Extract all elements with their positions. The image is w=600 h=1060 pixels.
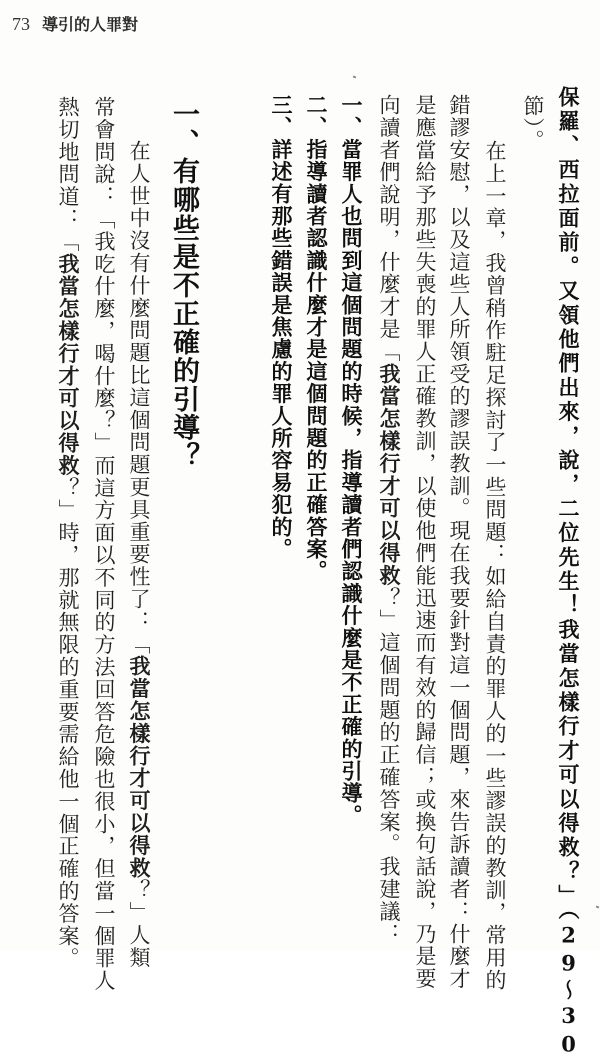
para1-line-4-before: 向讀者們說明，什麼才是「	[377, 94, 401, 363]
point-two: 二、指導讀者認識什麼才是這個問題的正確答案。	[304, 94, 329, 583]
para1-line-4	[378, 94, 400, 945]
para2-line-3-before: 熱切地問道：「	[56, 96, 80, 253]
para2-line-3-after: ？」時，那就無限的重要需給他一個正確的答案。	[56, 476, 80, 970]
para1-line-1: 在上一章，我曾稍作駐足探討了一些問題：如給自責的罪人的一些謬誤的教訓，常用的	[483, 140, 507, 992]
para2-line-3-quote: 我當怎樣行才可以得救	[56, 252, 81, 477]
page-number: 73	[12, 14, 30, 34]
para2-line-1-before: 在人世中沒有什麼問題比這個問題更具重要性了：「	[127, 140, 151, 656]
para2-line-1-after: ？」人類	[127, 879, 151, 969]
scan-speck	[353, 75, 357, 78]
para2-line-2: 常會問說：「我吃什麼，喝什麼？」而這方面以不同的方法回答危險也很小，但當一個罪人	[92, 96, 116, 992]
para1-line-4-quote: 我當怎樣行才可以得救	[377, 362, 402, 587]
scripture-quote-line: 保羅、西拉面前。又領他們出來，說，二位先生！我當怎樣行才可以得救？」（29～30	[556, 86, 581, 1060]
scripture-quote-continuation: 節）。	[521, 95, 545, 152]
para1-line-4-after: ？」這個問題的正確答案。我建議：	[377, 586, 401, 946]
section-heading: 一、有哪些是不正確的引導？	[168, 100, 199, 471]
point-one: 一、當罪人也問到這個問題的時候，指導讀者們認識什麼是不正確的引導。	[339, 94, 364, 827]
para1-line-3: 是應當給予那些失喪的罪人正確教訓，以使他們能迅速而有效的歸信；或換句話說，乃是要	[413, 94, 437, 990]
para2-line-1	[128, 140, 150, 969]
running-title: 導引的人罪對	[42, 15, 139, 34]
page-header	[12, 12, 138, 35]
para1-line-2: 錯謬安慰，以及這些人所領受的謬誤教訓。現在我要針對這一個問題，來告訴讀者：什麼才	[447, 94, 471, 990]
para2-line-3	[57, 96, 79, 970]
scan-speck	[596, 905, 600, 908]
para2-line-1-quote: 我當怎樣行才可以得救	[127, 655, 152, 880]
point-three: 三、詳述有那些錯誤是焦慮的罪人所容易犯的。	[269, 94, 294, 561]
